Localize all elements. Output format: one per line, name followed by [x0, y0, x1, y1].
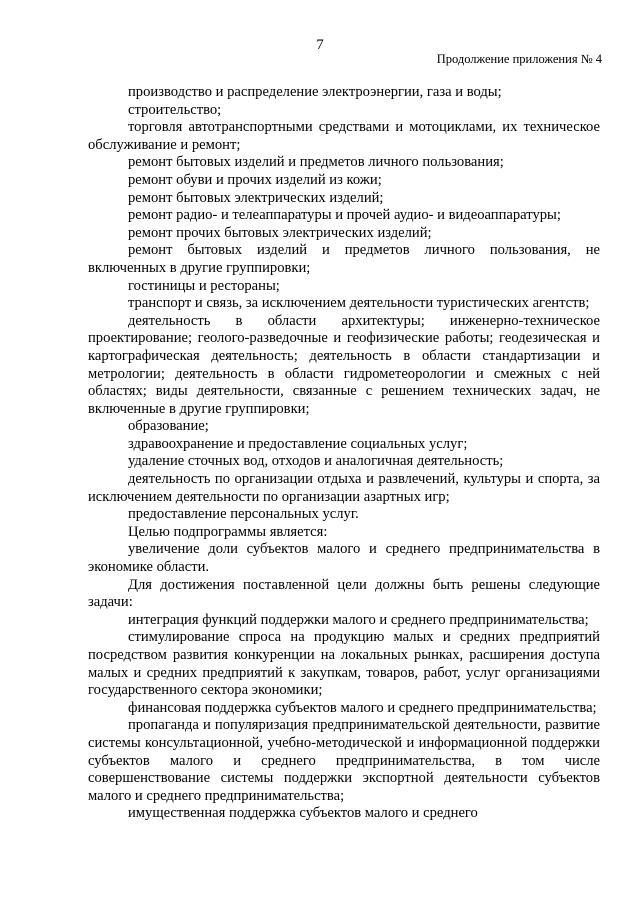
page-number: 7 [316, 37, 324, 53]
paragraph: интеграция функций поддержки малого и среднего предпринимательства; [128, 611, 589, 628]
paragraph: Целью подпрограммы является: [128, 523, 328, 540]
paragraph: ремонт бытовых изделий и предметов личного пользования, не включенных в другие группировки; [88, 242, 600, 276]
paragraph: пропаганда и популяризация предпринимательской деятельности, развитие системы консультационной, учебно-методической и информационной поддержки субъектов малого и среднего предпринимательства, в том числе совершенствование системы поддержки экспортной деятельности субъектов малого и среднего предпринимательства; [88, 717, 600, 804]
paragraph: производство и распределение электроэнергии, газа и воды; [128, 84, 502, 100]
appendix-continuation-note: Продолжение приложения № 4 [436, 52, 602, 66]
paragraph: деятельность по организации отдыха и развлечений, культуры и спорта, за исключением деятельности по организации азартных игр; [88, 471, 600, 505]
paragraph: финансовая поддержка субъектов малого и среднего предпринимательства; [128, 699, 597, 716]
paragraph: транспорт и связь, за исключением деятельности туристических агентств; [128, 295, 590, 312]
paragraph: строительство; [128, 101, 222, 118]
paragraph: торговля автотранспортными средствами и мотоциклами, их техническое обслуживание и ремонт; [88, 119, 600, 153]
paragraph: деятельность в области архитектуры; инженерно-техническое проектирование; геолого-разведочные и геофизические работы; геодезическая и картографическая деятельность; деятельность в области стандартизации и метрологии; деятельность в области гидрометеорологии и смежных с ней областях; виды деятельности, связанные с решением технических задач, не включенные в другие группировки; [88, 312, 600, 417]
paragraph: ремонт обуви и прочих изделий из кожи; [128, 171, 382, 188]
paragraph: ремонт бытовых электрических изделий; [128, 189, 384, 206]
paragraph: образование; [128, 418, 209, 435]
paragraph: увеличение доли субъектов малого и среднего предпринимательства в экономике области. [88, 541, 600, 576]
paragraph: ремонт радио- и телеаппаратуры и прочей аудио- и видеоаппаратуры; [128, 207, 561, 224]
paragraph: Для достижения поставленной цели должны быть решены следующие задачи: [88, 576, 600, 611]
paragraph: гостиницы и рестораны; [128, 277, 280, 294]
document-body [88, 84, 600, 823]
paragraph: ремонт прочих бытовых электрических изделий; [128, 224, 432, 241]
paragraph: удаление сточных вод, отходов и аналогичная деятельность; [128, 453, 504, 470]
paragraph: ремонт бытовых изделий и предметов личного пользования; [128, 154, 504, 171]
paragraph: стимулирование спроса на продукцию малых и средних предприятий посредством развития конкуренции на локальных рынках, расширения доступа малых и средних предприятий к закупкам, товаров, работ, услуг организациями государственного сектора экономики; [88, 629, 600, 699]
paragraph: имущественная поддержка субъектов малого и среднего [128, 805, 478, 822]
paragraph: предоставление персональных услуг. [128, 506, 359, 523]
paragraph: здравоохранение и предоставление социальных услуг; [128, 435, 468, 452]
